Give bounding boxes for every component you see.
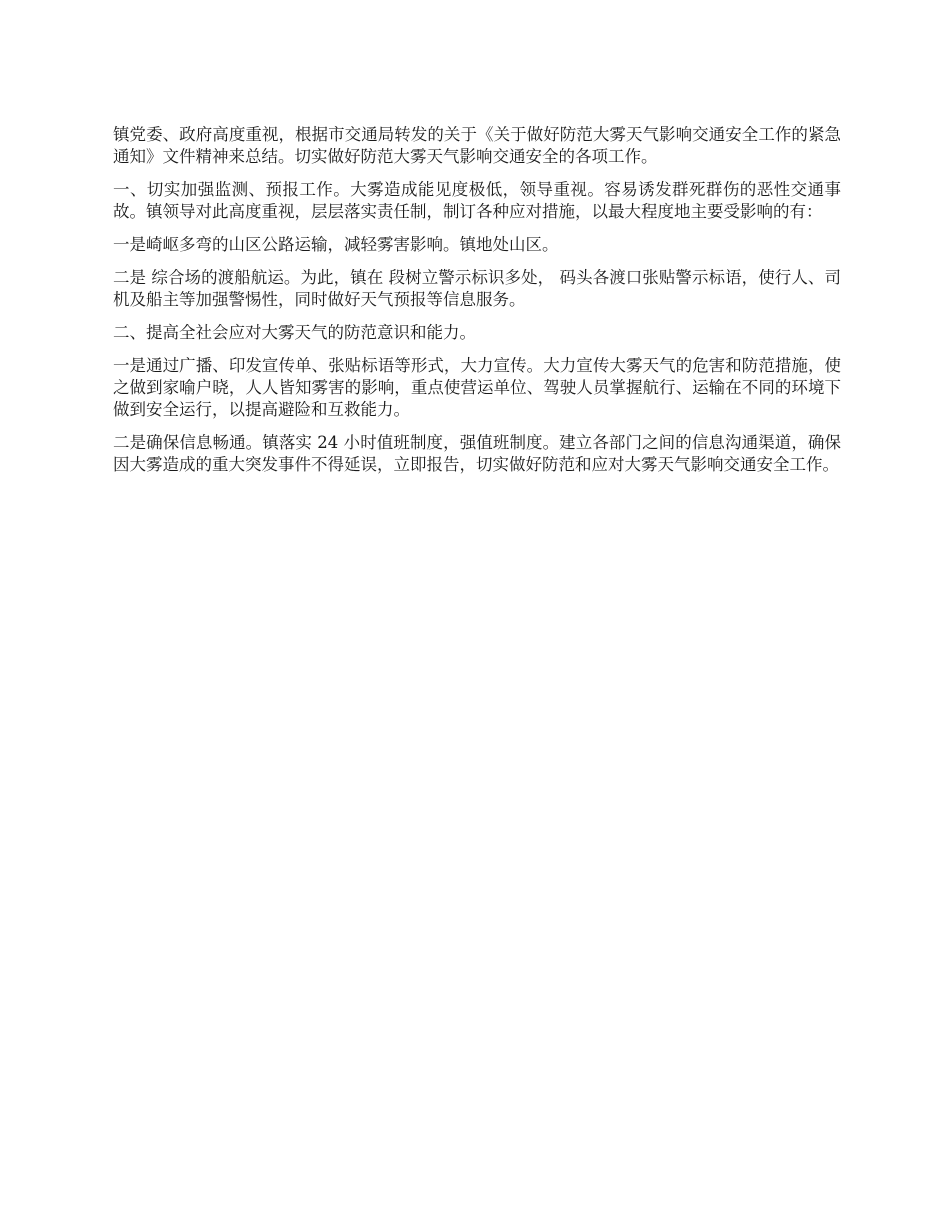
paragraph-item-publicity: 一是通过广播、印发宣传单、张贴标语等形式，大力宣传。大力宣传大雾天气的危害和防范措施，使之做到家喻户晓，人人皆知雾害的影响，重点使营运单位、驾驶人员掌握航行、运输在不同的环境下做到安全运行，以提高避险和互救能力。 (113, 356, 841, 419)
paragraph-item-mountain-roads: 一是崎岖多弯的山区公路运输，减轻雾害影响。镇地处山区。 (113, 235, 559, 254)
paragraph-intro: 镇党委、政府高度重视，根据市交通局转发的关于《关于做好防范大雾天气影响交通安全工作的紧急通知》文件精神来总结。切实做好防范大雾天气影响交通安全的各项工作。 (113, 125, 841, 166)
paragraph-item-ferry: 二是 综合场的渡船航运。为此，镇在 段树立警示标识多处， 码头各渡口张贴警示标语，使行人、司机及船主等加强警惕性，同时做好天气预报等信息服务。 (113, 268, 841, 309)
paragraph-section-1: 一、切实加强监测、预报工作。大雾造成能见度极低，领导重视。容易诱发群死群伤的恶性交通事故。镇领导对此高度重视，层层落实责任制，制订各种应对措施，以最大程度地主要受影响的有： (113, 180, 841, 221)
paragraph-item-information: 二是确保信息畅通。镇落实 24 小时值班制度，强值班制度。建立各部门之间的信息沟通渠道，确保因大雾造成的重大突发事件不得延误，立即报告，切实做好防范和应对大雾天气影响交通安全工作。 (113, 433, 841, 474)
document-body (113, 124, 841, 487)
paragraph-section-2: 二、提高全社会应对大雾天气的防范意识和能力。 (113, 323, 476, 342)
